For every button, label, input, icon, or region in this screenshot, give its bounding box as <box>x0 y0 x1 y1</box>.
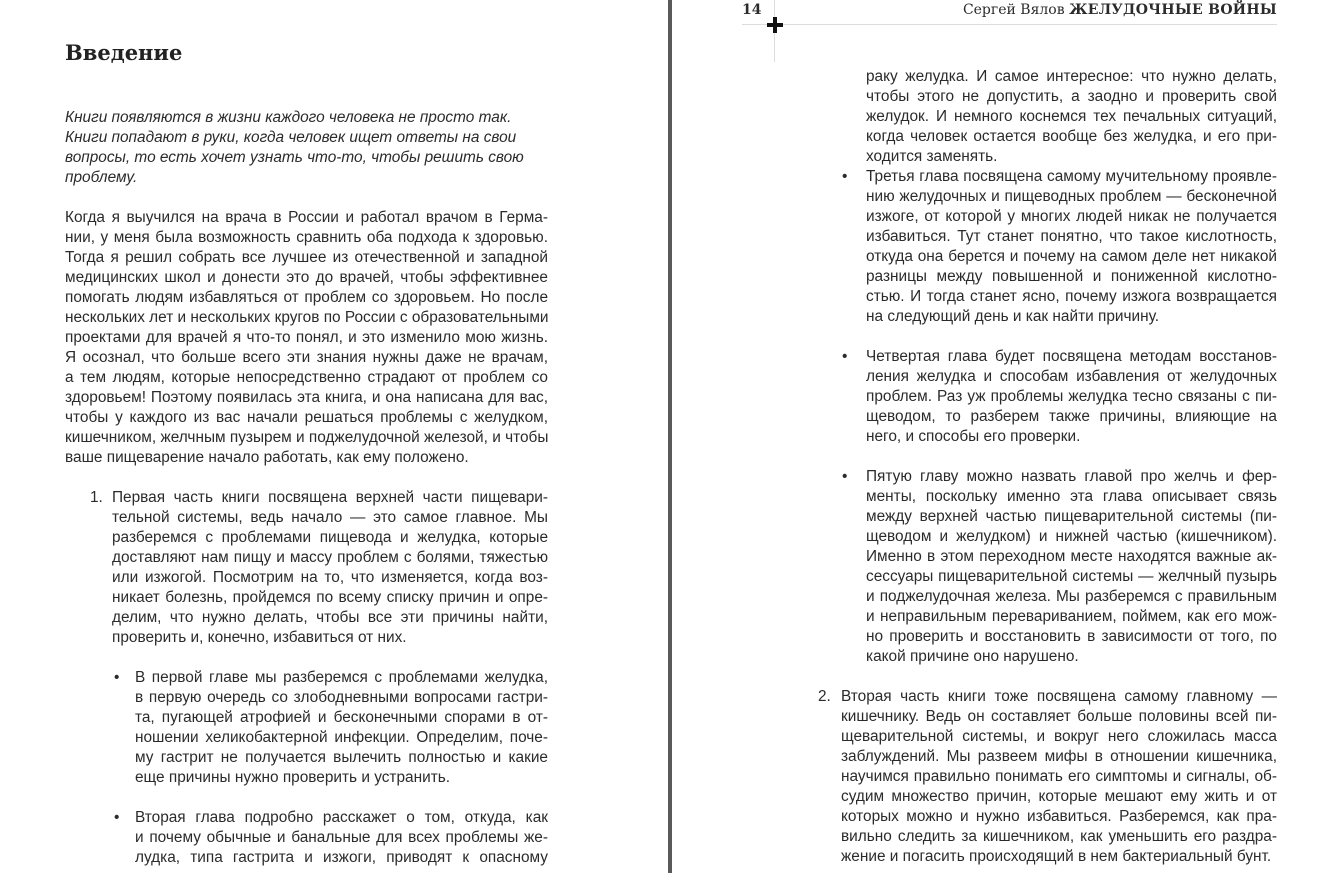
text-line: раку желудка. И самое интересное: что нужно делать, <box>866 68 1277 85</box>
text-line: проблему. <box>65 169 138 186</box>
text-line: кишечником, желчным пузырем и поджелудочной железой, и чтобы <box>65 429 549 446</box>
text-line: Вторая глава подробно расскажет о том, откуда, как <box>135 809 548 826</box>
text-line: ношении хеликобактерной инфекции. Определим, поче- <box>135 729 548 746</box>
text-line: проектами для врачей я что-то понял, и это изменило мою жизнь. <box>65 329 548 346</box>
text-line: проблем. Раз уж проблемы желудка тесно связаны с пи- <box>866 388 1277 405</box>
text-line: когда человек остается вообще без желудка, и его при- <box>866 128 1277 145</box>
text-line: чтобы этого не допустить, а заодно и проверить свой <box>866 88 1277 105</box>
text-line: Книги попадают в руки, когда человек ищет ответы на свои <box>65 129 517 146</box>
text-line: изжоге, от которой у многих людей никак не получается <box>866 208 1277 225</box>
text-line: проверить и, конечно, избавиться от них. <box>112 629 407 646</box>
header-book-title: ЖЕЛУДОЧНЫЕ ВОЙНЫ <box>1069 2 1277 18</box>
text-line: делим, что нужно делать, чтобы все эти причины найти, <box>112 609 548 626</box>
text-line: му гастрит не получается вылечить полностью и какие <box>135 749 548 766</box>
text-line: нескольких лет и нескольких кругов по России с образовательными <box>65 309 549 326</box>
bullet-item-4 <box>866 347 1277 447</box>
text-line: желудок. И немного коснемся тех печальных ситуаций, <box>866 108 1277 125</box>
left-page <box>0 0 668 873</box>
text-line: еще причины нужно проверить и устранить. <box>135 769 451 786</box>
bullet-icon: • <box>842 468 848 485</box>
text-line: вильно следить за кишечником, как уменьшить его раздра- <box>841 828 1277 845</box>
text-line: него, и способы его проверки. <box>866 428 1081 445</box>
text-line: Я осознал, что больше всего эти знания нужны даже не врачам, <box>65 349 548 366</box>
text-line: и поджелудочная железа. Мы разберемся с правильным <box>866 588 1277 605</box>
text-line: стью. И тогда станет ясно, почему изжога возвращается <box>866 288 1277 305</box>
text-line: заблуждений. Мы развеем мифы в отношении кишечника, <box>841 748 1277 765</box>
text-line: никает болезнь, пройдемся по всему списку причин и опре- <box>112 589 548 606</box>
text-line: Первая часть книги посвящена верхней части пищевари- <box>112 489 548 506</box>
text-line: Книги появляются в жизни каждого человека не просто так. <box>65 109 512 126</box>
text-line: та, пугающей атрофией и бесконечными спорами в от- <box>135 709 548 726</box>
list-item-2 <box>841 687 1277 867</box>
text-line: или изжогой. Посмотрим на то, что изменяется, когда воз- <box>112 569 548 586</box>
text-line: между верхней частью пищеварительной системы (пи- <box>866 508 1277 525</box>
text-line: вопросы, то есть хочет узнать что-то, чтобы решить свою <box>65 149 524 166</box>
text-line: тельной системы, ведь начало — это самое главное. Мы <box>112 509 548 526</box>
text-line: Когда я выучился на врача в России и работал врачом в Герма- <box>65 209 548 226</box>
header-author: Сергей Вялов <box>962 2 1065 18</box>
text-line: менты, поскольку именно эта глава описывает связь <box>866 488 1277 505</box>
text-line: а тем людям, которые непосредственно страдают от проблем со <box>65 369 548 386</box>
bullet-icon: • <box>842 348 848 365</box>
text-line: кишечнику. Ведь он составляет больше половины всей пи- <box>841 708 1277 725</box>
text-line: лудка, типа гастрита и изжоги, приводят к опасному <box>135 849 548 866</box>
text-line: какой причине оно нарушено. <box>866 648 1079 665</box>
bullet-icon: • <box>114 809 120 826</box>
text-line: разберемся с проблемами пищевода и желудка, которые <box>112 529 548 546</box>
bullet-item-2 <box>135 808 548 868</box>
crosshair-cursor-icon <box>767 17 783 33</box>
right-page <box>672 0 1337 873</box>
text-line: здоровьем! Поэтому появилась эта книга, и она написана для вас, <box>65 389 548 406</box>
bullet-icon: • <box>114 669 120 686</box>
text-line: щеварительной системы, и вокруг него сложилась масса <box>841 728 1277 745</box>
continuation-paragraph <box>866 67 1277 167</box>
text-line: жение и погасить происходящий в нем бактериальный бунт. <box>841 848 1272 865</box>
text-line: на следующий день и как найти причину. <box>866 308 1160 325</box>
body-paragraph <box>65 208 548 468</box>
text-line: ления желудка и способам избавления от желудочных <box>866 368 1277 385</box>
running-header <box>963 2 1277 18</box>
text-line: откуда она берется и почему на самом деле нет никакой <box>866 248 1277 265</box>
text-line: нию желудочных и пищеводных проблем — бесконечной <box>866 188 1277 205</box>
text-line: в первую очередь со злободневными вопросами гастри- <box>135 689 548 706</box>
text-line: щеводом, то разберем также причины, влияющие на <box>866 408 1277 425</box>
text-line: сессуары пищеварительной системы — желчный пузырь <box>866 568 1277 585</box>
list-item-1 <box>112 488 548 648</box>
text-line: Вторая часть книги тоже посвящена самому главному — <box>841 688 1277 705</box>
chapter-title: Введение <box>65 40 183 65</box>
bullet-item-1 <box>135 668 548 788</box>
page-number: 14 <box>742 2 762 18</box>
text-line: избавиться. Тут станет понятно, что такое кислотность, <box>866 228 1277 245</box>
text-line: судим множество причин, которые мешают ему жить и от <box>841 788 1277 805</box>
text-line: доставляют нам пищу и массу проблем с болями, тяжестью <box>112 549 548 566</box>
text-line: Четвертая глава будет посвящена методам восстанов- <box>866 348 1277 365</box>
text-line: научимся правильно понимать его симптомы и сигналы, об- <box>841 768 1277 785</box>
text-line: и неправильным перевариванием, поймем, как его мож- <box>866 608 1277 625</box>
text-line: помогать людям избавляться от проблем со здоровьем. Но после <box>65 289 548 306</box>
text-line: Третья глава посвящена самому мучительному проявле- <box>866 168 1277 185</box>
header-rule <box>742 24 1277 25</box>
text-line: ваше пищеварение начало работать, как ему положено. <box>65 449 469 466</box>
text-line: и почему обычные и банальные для всех проблемы же- <box>135 829 548 846</box>
text-line: Именно в этом переходном месте находятся важные ак- <box>866 548 1277 565</box>
text-line: разницы между повышенной и пониженной кислотно- <box>866 268 1277 285</box>
text-line: щеводом и желудком) и нижней частью (кишечником). <box>866 528 1277 545</box>
intro-paragraph <box>65 108 524 188</box>
text-line: В первой главе мы разберемся с проблемами желудка, <box>135 669 548 686</box>
text-line: чтобы у каждого из вас начали решаться проблемы с желудком, <box>65 409 548 426</box>
text-line: Пятую главу можно назвать главой про желчь и фер- <box>866 468 1277 485</box>
list-number-2: 2. <box>818 688 831 705</box>
text-line: ходится заменять. <box>866 148 998 165</box>
text-line: медицинских школ и донести это до врачей, чтобы эффективнее <box>65 269 548 286</box>
text-line: нии, у меня была возможность сравнить оба подхода к здоровью. <box>65 229 548 246</box>
bullet-icon: • <box>842 168 848 185</box>
bullet-item-3 <box>866 167 1277 327</box>
text-line: которых можно и нужно избавиться. Разберемся, как пра- <box>841 808 1277 825</box>
bullet-item-5 <box>866 467 1277 667</box>
text-line: Тогда я решил собрать все лучшее из отечественной и западной <box>65 249 548 266</box>
list-number-1: 1. <box>90 489 103 506</box>
text-line: но проверить и восстановить в зависимости от того, по <box>866 628 1277 645</box>
